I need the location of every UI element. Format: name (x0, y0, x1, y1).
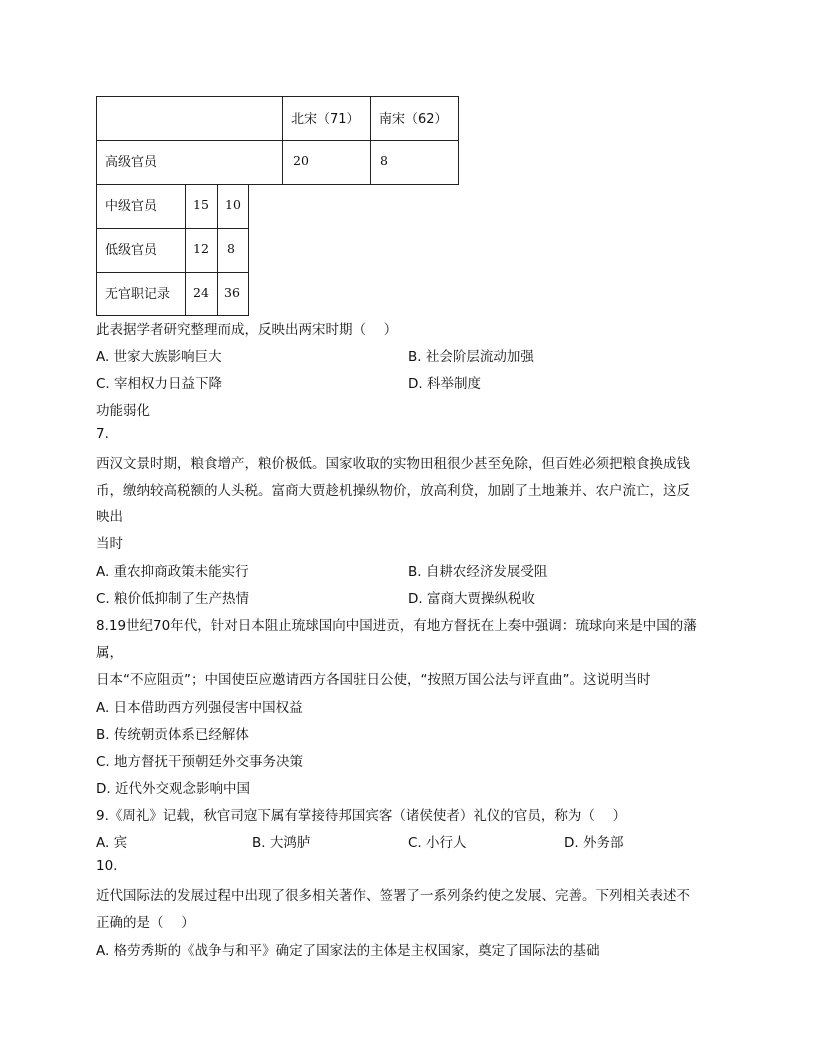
table-header-south-song: 南宋（62） (379, 112, 448, 127)
table-row (96, 140, 283, 185)
table-cell-value: 36 (224, 285, 240, 300)
question-8-option-a: A. 日本借助西方列强侵害中国权益 (96, 700, 303, 716)
question-7-option-a: A. 重农抑商政策未能实行 (96, 564, 249, 580)
table-cell-value: 8 (380, 153, 388, 168)
question-7-number: 7. (96, 426, 109, 442)
question-9-stem: 9.《周礼》记载，秋官司寇下属有掌接待邦国宾客（诸侯使者）礼仪的官员，称为（ ） (96, 808, 627, 824)
table-cell (185, 272, 218, 316)
question-6-option-b: B. 社会阶层流动加强 (408, 349, 534, 365)
table-row (96, 272, 186, 316)
table-cell-value: 12 (193, 241, 209, 256)
table-cell (185, 228, 218, 273)
table-row-label: 无官职记录 (105, 287, 171, 302)
table-cell (217, 228, 249, 273)
question-6-option-d-continuation: 功能弱化 (96, 403, 150, 419)
question-10-line: 近代国际法的发展过程中出现了很多相关著作、签署了一系列条约使之发展、完善。下列相关表述不 (96, 888, 690, 904)
question-10-line: 正确的是（ ） (96, 915, 195, 931)
question-9-option-c: C. 小行人 (408, 835, 467, 851)
question-8-line: 日本“不应阻贡”；中国使臣应邀请西方各国驻日公使，“按照万国公法与评直曲”。这说明当时 (96, 672, 651, 688)
table-cell (282, 140, 371, 185)
table-cell-value: 8 (227, 241, 235, 256)
question-8-option-b: B. 传统朝贡体系已经解体 (96, 727, 249, 743)
table-cell (217, 184, 249, 229)
table-row-label: 高级官员 (105, 155, 158, 170)
question-7-line: 映出 (96, 509, 123, 525)
question-7-option-c: C. 粮价低抑制了生产热情 (96, 591, 250, 607)
question-9-option-d: D. 外务部 (564, 835, 624, 851)
table-cell (185, 184, 218, 229)
table-header-north-song: 北宋（71） (291, 112, 360, 127)
question-6-stem: 此表据学者研究整理而成，反映出两宋时期（ ） (96, 322, 398, 338)
question-7-option-d: D. 富商大贾操纵税收 (408, 591, 535, 607)
table-cell (370, 140, 459, 185)
question-8-line: 属， (96, 645, 123, 661)
table-cell-value: 10 (225, 197, 241, 212)
table-row-label: 中级官员 (105, 199, 158, 214)
question-7-line: 币，缴纳较高税额的人头税。富商大贾趁机操纵物价，放高利贷，加剧了土地兼并、农户流亡，这反 (96, 483, 690, 499)
question-10-option-a: A. 格劳秀斯的《战争与和平》确定了国家法的主体是主权国家，奠定了国际法的基础 (96, 943, 600, 959)
table-header-cell (282, 96, 371, 141)
question-9-option-a: A. 宾 (96, 835, 128, 851)
table-row (96, 184, 186, 229)
question-7-line: 西汉文景时期，粮食增产，粮价极低。国家收取的实物田租很少甚至免除，但百姓必须把粮食换成钱 (96, 456, 690, 472)
question-6-option-c: C. 宰相权力日益下降 (96, 376, 223, 392)
question-8-option-c: C. 地方督抚干预朝廷外交事务决策 (96, 754, 304, 770)
table-cell (217, 272, 249, 316)
question-8-option-d: D. 近代外交观念影响中国 (96, 781, 250, 797)
table-cell-value: 15 (193, 197, 209, 212)
table-header-cell (370, 96, 459, 141)
question-9-option-b: B. 大鸿胪 (252, 835, 311, 851)
table-header-cell-empty (96, 96, 283, 141)
question-7-line: 当时 (96, 536, 123, 552)
table-row (96, 228, 186, 273)
question-8-line: 8.19世纪70年代，针对日本阻止琉球国向中国进贡，有地方督抚在上奏中强调：琉球向来是中国的藩 (96, 618, 697, 634)
question-7-option-b: B. 自耕农经济发展受阻 (408, 564, 548, 580)
question-6-option-a: A. 世家大族影响巨大 (96, 349, 222, 365)
question-10-number: 10. (96, 858, 118, 874)
question-6-option-d: D. 科举制度 (408, 376, 481, 392)
table-cell-value: 20 (293, 153, 309, 168)
table-cell-value: 24 (193, 285, 209, 300)
table-row-label: 低级官员 (105, 243, 158, 258)
